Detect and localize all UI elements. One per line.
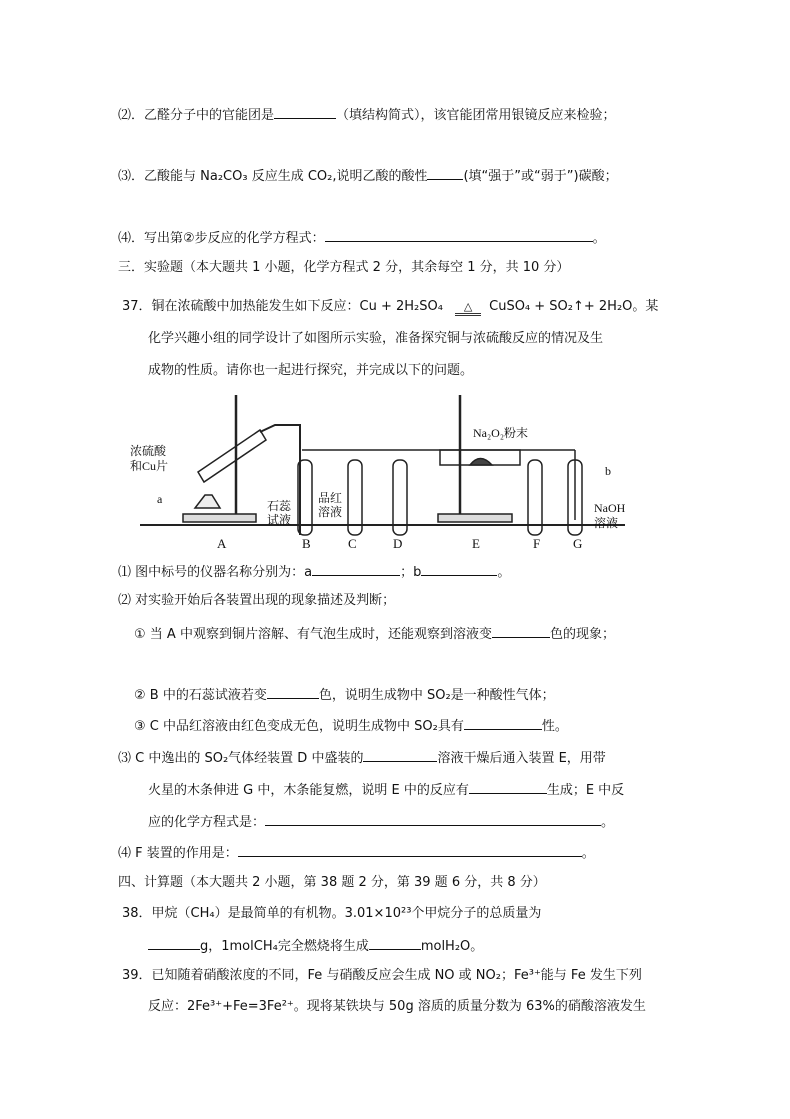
text: （填结构简式），该官能团常用银镜反应来检验； (336, 108, 616, 123)
text: 性。 (541, 719, 568, 734)
answer-blank[interactable] (469, 780, 547, 794)
text: ⑷．写出第②步反应的化学方程式： (118, 231, 325, 246)
q37-line2: 化学兴趣小组的同学设计了如图所示实验，准备探究铜与浓硫酸反应的情况及生 (148, 331, 604, 346)
q39-line1: 39．已知随着硝酸浓度的不同，Fe 与硝酸反应会生成 NO 或 NO₂；Fe³⁺能与 Fe 发生下列 (122, 968, 642, 983)
label-B: B (302, 536, 311, 551)
answer-blank[interactable] (267, 685, 319, 699)
q36-part4 (118, 228, 606, 248)
text: 色的现象； (549, 627, 615, 642)
section-4-title: 四、计算题（本大题共 2 小题，第 38 题 2 分，第 39 题 6 分，共 8 分） (118, 875, 546, 890)
q36-part3 (118, 166, 618, 186)
apparatus-figure (110, 390, 630, 560)
q39-line2: 反应：2Fe³⁺+Fe=3Fe²⁺。现将某铁块与 50g 溶质的质量分数为 63%的硝酸溶液发生 (148, 999, 646, 1014)
text: 色，说明生成物中 SO₂是一种酸性气体； (318, 688, 555, 703)
q36-part2 (118, 105, 616, 125)
label-C: C (348, 536, 357, 551)
text: ⑶ C 中逸出的 SO₂气体经装置 D 中盛装的 (118, 751, 364, 766)
label-D: D (393, 536, 403, 551)
heat-sign: △ (455, 301, 481, 316)
q37-s1 (118, 562, 510, 582)
text: ；b (400, 565, 422, 580)
text: CuSO₄ + SO₂↑+ 2H₂O。某 (489, 299, 659, 314)
text: ② B 中的石蕊试液若变 (134, 688, 267, 703)
label-acid: 浓硫酸 (130, 444, 167, 458)
q37-s3 (118, 748, 606, 768)
label-G: G (573, 536, 583, 551)
answer-blank[interactable] (265, 812, 601, 826)
text: molH₂O。 (420, 939, 484, 954)
answer-blank[interactable] (274, 105, 336, 119)
text: 。 (592, 231, 606, 246)
q37-s2: ⑵ 对实验开始后各装置出现的现象描述及判断； (118, 593, 396, 608)
q38-line1: 38．甲烷（CH₄）是最简单的有机物。3.01×10²³个甲烷分子的总质量为 (122, 906, 542, 921)
label-naoh: 溶液 (594, 516, 619, 530)
answer-blank[interactable] (427, 166, 463, 180)
answer-blank[interactable] (312, 562, 400, 576)
text: 应的化学方程式是： (148, 815, 266, 830)
label-A: A (217, 536, 227, 551)
answer-blank[interactable] (492, 624, 550, 638)
q37-s4 (118, 843, 595, 863)
text: ① 当 A 中观察到铜片溶解、有气泡生成时，还能观察到溶液变 (134, 627, 492, 642)
label-litmus: 石蕊 (267, 499, 292, 513)
q37-line1 (122, 298, 658, 316)
text: ⑵．乙醛分子中的官能团是 (118, 108, 275, 123)
q37-s3-line2 (148, 780, 624, 800)
answer-blank[interactable] (464, 716, 542, 730)
q37-s2-3 (134, 716, 568, 736)
answer-blank[interactable] (148, 936, 200, 950)
text: g，1molCH₄完全燃烧将生成 (200, 939, 369, 954)
answer-blank[interactable] (421, 562, 497, 576)
text: 。 (581, 846, 595, 861)
label-cu: 和Cu片 (130, 459, 169, 473)
q37-line3: 成物的性质。请你也一起进行探究，并完成以下的问题。 (148, 363, 474, 378)
section-3-title: 三．实验题（本大题共 1 小题，化学方程式 2 分，其余每空 1 分，共 10 分） (118, 260, 570, 275)
text: ③ C 中品红溶液由红色变成无色，说明生成物中 SO₂具有 (134, 719, 464, 734)
text: ⑶．乙酸能与 Na₂CO₃ 反应生成 CO₂,说明乙酸的酸性 (118, 169, 428, 184)
q38-line2 (148, 936, 483, 956)
answer-blank[interactable] (363, 748, 437, 762)
answer-blank[interactable] (369, 936, 421, 950)
q37-s3-line3 (148, 812, 614, 832)
label-pink: 品红 (318, 491, 343, 505)
label-litmus: 试液 (267, 513, 292, 527)
label-F: F (533, 536, 541, 551)
text: ⑴ 图中标号的仪器名称分别为：a (118, 565, 313, 580)
label-na2o2: Na₂O₂粉末 (473, 426, 529, 440)
label-naoh: NaOH (594, 501, 626, 515)
text: (填“强于”或“弱于”)碳酸； (463, 169, 618, 184)
text: 溶液干燥后通入装置 E，用带 (437, 751, 606, 766)
answer-blank[interactable] (325, 228, 593, 242)
label-E: E (472, 536, 480, 551)
q37-s2-1 (134, 624, 615, 644)
text: 生成；E 中反 (546, 783, 625, 798)
text: 37．铜在浓硫酸中加热能发生如下反应：Cu + 2H₂SO₄ (122, 299, 443, 314)
text: 火星的木条伸进 G 中，木条能复燃，说明 E 中的反应有 (148, 783, 469, 798)
answer-blank[interactable] (238, 843, 582, 857)
text: ⑷ F 装置的作用是： (118, 846, 238, 861)
label-a: a (157, 492, 163, 506)
text: 。 (497, 565, 511, 580)
q37-s2-2 (134, 685, 555, 705)
text: 。 (601, 815, 615, 830)
label-b: b (605, 464, 611, 478)
label-pink: 溶液 (318, 505, 343, 519)
